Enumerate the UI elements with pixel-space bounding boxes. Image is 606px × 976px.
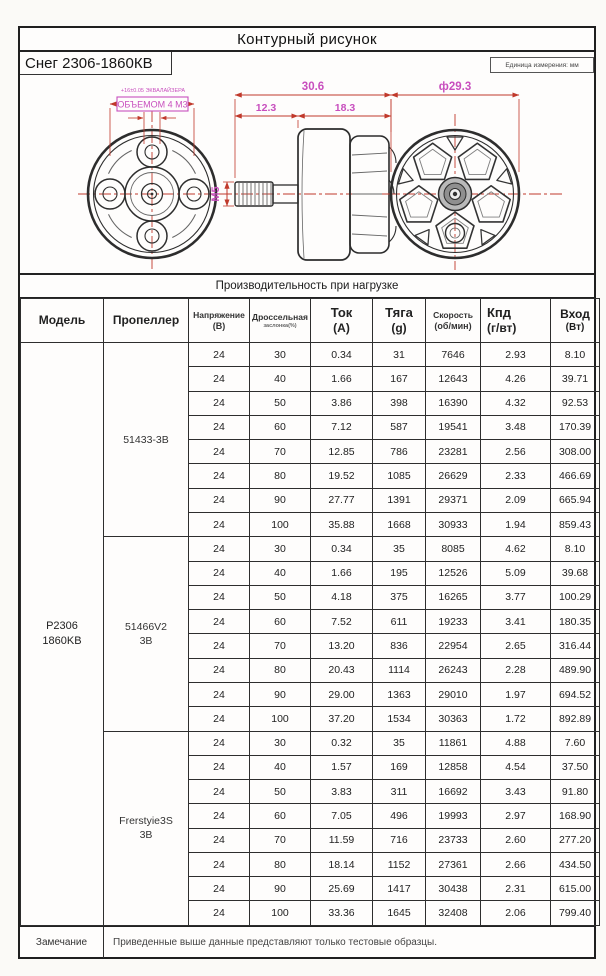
- value-cell: 30: [250, 537, 311, 561]
- value-cell: 18.14: [311, 852, 373, 876]
- value-cell: 24: [189, 391, 250, 415]
- value-cell: 0.34: [311, 537, 373, 561]
- value-cell: 7646: [426, 343, 481, 367]
- value-cell: 37.50: [551, 755, 600, 779]
- value-cell: 37.20: [311, 707, 373, 731]
- value-cell: 665.94: [551, 488, 600, 512]
- side-view-shaft-length-dim: 12.3: [255, 102, 277, 114]
- value-cell: 27.77: [311, 488, 373, 512]
- value-cell: 12858: [426, 755, 481, 779]
- value-cell: 2.60: [481, 828, 551, 852]
- value-cell: 50: [250, 585, 311, 609]
- value-cell: 2.06: [481, 901, 551, 925]
- value-cell: 19233: [426, 610, 481, 634]
- value-cell: 24: [189, 610, 250, 634]
- value-cell: 1.57: [311, 755, 373, 779]
- value-cell: 12.85: [311, 440, 373, 464]
- value-cell: 35: [373, 731, 426, 755]
- side-view-total-length-dim: 30.6: [301, 81, 325, 93]
- value-cell: 23281: [426, 440, 481, 464]
- value-cell: 39.68: [551, 561, 600, 585]
- value-cell: 32408: [426, 901, 481, 925]
- value-cell: 24: [189, 585, 250, 609]
- table-row: [21, 343, 600, 367]
- value-cell: 786: [373, 440, 426, 464]
- value-cell: 29010: [426, 682, 481, 706]
- side-view-shaft-thread-label: M5: [210, 186, 222, 202]
- value-cell: 2.31: [481, 877, 551, 901]
- propeller-cell: Frerstyie3S 3B: [104, 731, 189, 925]
- value-cell: 24: [189, 537, 250, 561]
- value-cell: 12643: [426, 367, 481, 391]
- remark-row: [20, 926, 594, 958]
- value-cell: 311: [373, 780, 426, 804]
- value-cell: 30: [250, 731, 311, 755]
- value-cell: 4.18: [311, 585, 373, 609]
- value-cell: 2.56: [481, 440, 551, 464]
- rear-view-drawing: [382, 81, 565, 270]
- value-cell: 30438: [426, 877, 481, 901]
- value-cell: 3.83: [311, 780, 373, 804]
- value-cell: 615.00: [551, 877, 600, 901]
- value-cell: 29.00: [311, 682, 373, 706]
- value-cell: 308.00: [551, 440, 600, 464]
- value-cell: 0.32: [311, 731, 373, 755]
- column-header-speed: Скорость (об/мин): [426, 299, 481, 343]
- column-header-input: Вход (Вт): [551, 299, 600, 343]
- value-cell: 7.60: [551, 731, 600, 755]
- value-cell: 90: [250, 682, 311, 706]
- value-cell: 19541: [426, 415, 481, 439]
- value-cell: 24: [189, 780, 250, 804]
- value-cell: 1363: [373, 682, 426, 706]
- value-cell: 92.53: [551, 391, 600, 415]
- value-cell: 24: [189, 512, 250, 536]
- value-cell: 33.36: [311, 901, 373, 925]
- value-cell: 4.54: [481, 755, 551, 779]
- value-cell: 24: [189, 343, 250, 367]
- value-cell: 1534: [373, 707, 426, 731]
- value-cell: 1.66: [311, 561, 373, 585]
- rear-view-diameter-dim: ф29.3: [438, 81, 472, 93]
- value-cell: 2.97: [481, 804, 551, 828]
- value-cell: 1.72: [481, 707, 551, 731]
- value-cell: 80: [250, 464, 311, 488]
- value-cell: 277.20: [551, 828, 600, 852]
- value-cell: 170.39: [551, 415, 600, 439]
- value-cell: 60: [250, 610, 311, 634]
- value-cell: 3.43: [481, 780, 551, 804]
- value-cell: 8.10: [551, 343, 600, 367]
- value-cell: 8085: [426, 537, 481, 561]
- column-header-throttle: Дроссельная заслонка(%): [250, 299, 311, 343]
- value-cell: 29371: [426, 488, 481, 512]
- value-cell: 22954: [426, 634, 481, 658]
- value-cell: 4.62: [481, 537, 551, 561]
- value-cell: 799.40: [551, 901, 600, 925]
- table-row: [21, 731, 600, 755]
- value-cell: 16390: [426, 391, 481, 415]
- value-cell: 25.69: [311, 877, 373, 901]
- value-cell: 716: [373, 828, 426, 852]
- value-cell: 892.89: [551, 707, 600, 731]
- value-cell: 24: [189, 901, 250, 925]
- value-cell: 40: [250, 367, 311, 391]
- value-cell: 100.29: [551, 585, 600, 609]
- value-cell: 24: [189, 707, 250, 731]
- value-cell: 8.10: [551, 537, 600, 561]
- value-cell: 3.86: [311, 391, 373, 415]
- value-cell: 4.26: [481, 367, 551, 391]
- value-cell: 2.09: [481, 488, 551, 512]
- value-cell: 7.12: [311, 415, 373, 439]
- remark-label: Замечание: [20, 927, 104, 958]
- value-cell: 24: [189, 634, 250, 658]
- value-cell: 2.65: [481, 634, 551, 658]
- value-cell: 180.35: [551, 610, 600, 634]
- value-cell: 80: [250, 852, 311, 876]
- side-view-body-length-dim: 18.3: [334, 102, 356, 114]
- value-cell: 4.32: [481, 391, 551, 415]
- motor-technical-drawing: [20, 52, 598, 273]
- propeller-cell: 51433-3B: [104, 343, 189, 537]
- value-cell: 2.66: [481, 852, 551, 876]
- value-cell: 24: [189, 561, 250, 585]
- value-cell: 398: [373, 391, 426, 415]
- value-cell: 24: [189, 367, 250, 391]
- value-cell: 11.59: [311, 828, 373, 852]
- value-cell: 100: [250, 512, 311, 536]
- value-cell: 60: [250, 804, 311, 828]
- value-cell: 195: [373, 561, 426, 585]
- value-cell: 24: [189, 488, 250, 512]
- column-header-voltage: Напряжение (В): [189, 299, 250, 343]
- value-cell: 16265: [426, 585, 481, 609]
- column-header-model: Модель: [21, 299, 104, 343]
- value-cell: 24: [189, 731, 250, 755]
- side-view-drawing: [210, 81, 405, 260]
- value-cell: 169: [373, 755, 426, 779]
- value-cell: 4.88: [481, 731, 551, 755]
- value-cell: 50: [250, 391, 311, 415]
- value-cell: 859.43: [551, 512, 600, 536]
- front-view-hole-tolerance-note: +16±0.05 ЭКВАЛАЙЗЕРА: [120, 88, 186, 94]
- column-header-propeller: Пропеллер: [104, 299, 189, 343]
- contour-drawing-region: [20, 52, 594, 273]
- value-cell: 20.43: [311, 658, 373, 682]
- value-cell: 167: [373, 367, 426, 391]
- value-cell: 587: [373, 415, 426, 439]
- model-cell: P2306 1860KB: [21, 343, 104, 926]
- value-cell: 2.93: [481, 343, 551, 367]
- value-cell: 1668: [373, 512, 426, 536]
- value-cell: 60: [250, 415, 311, 439]
- value-cell: 23733: [426, 828, 481, 852]
- value-cell: 90: [250, 877, 311, 901]
- value-cell: 26629: [426, 464, 481, 488]
- value-cell: 24: [189, 440, 250, 464]
- value-cell: 12526: [426, 561, 481, 585]
- value-cell: 91.80: [551, 780, 600, 804]
- value-cell: 100: [250, 901, 311, 925]
- value-cell: 35: [373, 537, 426, 561]
- value-cell: 50: [250, 780, 311, 804]
- value-cell: 80: [250, 658, 311, 682]
- sheet-frame: [18, 26, 596, 959]
- value-cell: 1645: [373, 901, 426, 925]
- value-cell: 694.52: [551, 682, 600, 706]
- value-cell: 168.90: [551, 804, 600, 828]
- value-cell: 496: [373, 804, 426, 828]
- value-cell: 24: [189, 658, 250, 682]
- sheet-title: Контурный рисунок: [20, 28, 594, 52]
- value-cell: 13.20: [311, 634, 373, 658]
- column-header-current: Ток (А): [311, 299, 373, 343]
- performance-table: [20, 298, 600, 926]
- value-cell: 3.48: [481, 415, 551, 439]
- value-cell: 40: [250, 755, 311, 779]
- value-cell: 489.90: [551, 658, 600, 682]
- unit-note: Единица измерения: мм: [490, 57, 594, 73]
- value-cell: 1085: [373, 464, 426, 488]
- value-cell: 30933: [426, 512, 481, 536]
- value-cell: 5.09: [481, 561, 551, 585]
- value-cell: 24: [189, 804, 250, 828]
- value-cell: 19.52: [311, 464, 373, 488]
- value-cell: 16692: [426, 780, 481, 804]
- remark-text: Приведенные выше данные представляют только тестовые образцы.: [113, 936, 437, 948]
- value-cell: 1417: [373, 877, 426, 901]
- column-header-thrust: Тяга (g): [373, 299, 426, 343]
- table-row: [21, 537, 600, 561]
- value-cell: 90: [250, 488, 311, 512]
- value-cell: 24: [189, 415, 250, 439]
- performance-section-title: Производительность при нагрузке: [20, 273, 594, 298]
- value-cell: 26243: [426, 658, 481, 682]
- value-cell: 24: [189, 877, 250, 901]
- value-cell: 19993: [426, 804, 481, 828]
- product-name: Снег 2306-1860КВ: [20, 52, 172, 75]
- value-cell: 1152: [373, 852, 426, 876]
- value-cell: 836: [373, 634, 426, 658]
- value-cell: 611: [373, 610, 426, 634]
- value-cell: 466.69: [551, 464, 600, 488]
- value-cell: 35.88: [311, 512, 373, 536]
- value-cell: 1.66: [311, 367, 373, 391]
- value-cell: 24: [189, 828, 250, 852]
- value-cell: 70: [250, 440, 311, 464]
- front-view-drawing: [78, 86, 226, 270]
- value-cell: 24: [189, 755, 250, 779]
- value-cell: 27361: [426, 852, 481, 876]
- value-cell: 0.34: [311, 343, 373, 367]
- value-cell: 70: [250, 634, 311, 658]
- value-cell: 31: [373, 343, 426, 367]
- front-view-hole-note: ОБЪЕМОМ 4 М3: [117, 99, 188, 110]
- value-cell: 1.94: [481, 512, 551, 536]
- value-cell: 1114: [373, 658, 426, 682]
- value-cell: 2.33: [481, 464, 551, 488]
- value-cell: 375: [373, 585, 426, 609]
- value-cell: 3.77: [481, 585, 551, 609]
- table-header-row: [21, 299, 600, 343]
- column-header-efficiency: Кпд (г/вт): [481, 299, 551, 343]
- value-cell: 7.52: [311, 610, 373, 634]
- value-cell: 30363: [426, 707, 481, 731]
- value-cell: 24: [189, 852, 250, 876]
- value-cell: 39.71: [551, 367, 600, 391]
- value-cell: 316.44: [551, 634, 600, 658]
- value-cell: 434.50: [551, 852, 600, 876]
- value-cell: 2.28: [481, 658, 551, 682]
- value-cell: 70: [250, 828, 311, 852]
- value-cell: 24: [189, 682, 250, 706]
- value-cell: 11861: [426, 731, 481, 755]
- value-cell: 1.97: [481, 682, 551, 706]
- value-cell: 40: [250, 561, 311, 585]
- value-cell: 24: [189, 464, 250, 488]
- value-cell: 3.41: [481, 610, 551, 634]
- value-cell: 100: [250, 707, 311, 731]
- value-cell: 30: [250, 343, 311, 367]
- value-cell: 1391: [373, 488, 426, 512]
- value-cell: 7.05: [311, 804, 373, 828]
- propeller-cell: 51466V2 3B: [104, 537, 189, 731]
